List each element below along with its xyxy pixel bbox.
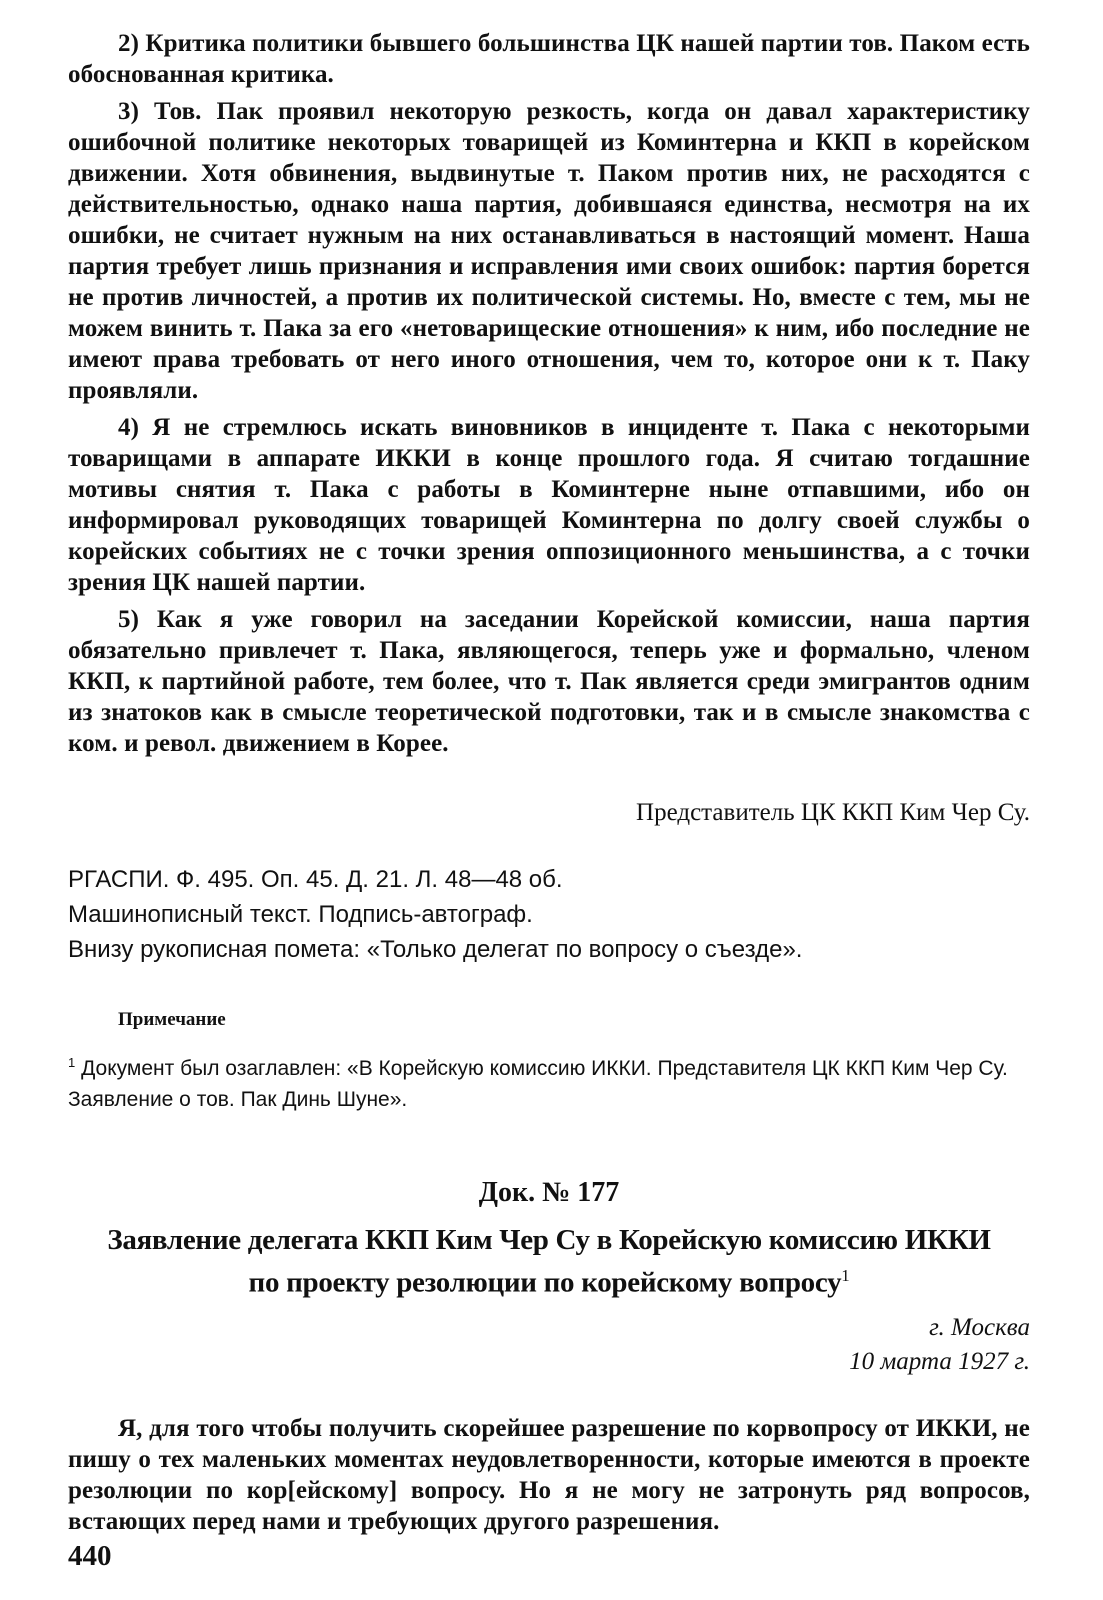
archive-reference	[68, 862, 1030, 967]
signature: Представитель ЦК ККП Ким Чер Су.	[636, 799, 1030, 826]
document-title	[68, 1223, 1030, 1301]
page-number: 440	[68, 1540, 112, 1572]
archive-line-1: РГАСПИ. Ф. 495. Оп. 45. Д. 21. Л. 48—48 об.	[68, 866, 563, 893]
note-heading: Примечание	[118, 1009, 226, 1030]
paragraph-2: 2) Критика политики бывшего большинства ЦК нашей партии тов. Паком есть обоснованная критика.	[68, 30, 1030, 88]
archive-line-2: Машинописный текст. Подпись-автограф.	[68, 901, 533, 928]
note-marker: 1	[68, 1055, 76, 1070]
archive-line-3: Внизу рукописная помета: «Только делегат по вопросу о съезде».	[68, 936, 803, 963]
document-page	[68, 28, 1030, 1543]
document-body: Я, для того чтобы получить скорейшее разрешение по корвопросу от ИККИ, не пишу о тех маленьких моментах неудовлетворенности, которые имеются в проекте резолюции по кор[ейскому] вопросу. Но я не могу не затронуть ряд вопросов, встающих перед нами и требующих другого разрешения.	[68, 1414, 1030, 1535]
document-place: г. Москва	[929, 1313, 1030, 1341]
document-date: 10 марта 1927 г.	[849, 1347, 1030, 1375]
note-text	[68, 1047, 1030, 1115]
document-title-line-1: Заявление делегата ККП Ким Чер Су в Корейскую комиссию ИККИ	[107, 1224, 991, 1256]
paragraph-4: 4) Я не стремлюсь искать виновников в инциденте т. Пака с некоторыми товарищами в аппарате ИККИ в конце прошлого года. Я считаю тогдашние мотивы снятия т. Пака с работы в Коминтерне ныне отпавшими, ибо он информировал руководящих товарищей Коминтерна по долгу своей службы о корейских событиях не с точки зрения оппозиционного меньшинства, а с точки зрения ЦК нашей партии.	[68, 414, 1030, 596]
paragraph-5: 5) Как я уже говорил на заседании Корейской комиссии, наша партия обязательно привлечет т. Пака, являющегося, теперь уже и формально, членом ККП, к партийной работе, тем более, что т. Пак является среди эмигрантов одним из знатоков как в смысле теоретической подготовки, так и в смысле знакомства с ком. и револ. движением в Корее.	[68, 606, 1030, 757]
document-title-line-2-wrap	[68, 1258, 1030, 1301]
note-body: Документ был озаглавлен: «В Корейскую комиссию ИККИ. Представителя ЦК ККП Ким Чер Су. Заявление о тов. Пак Динь Шуне».	[68, 1057, 1008, 1111]
document-number: Док. № 177	[478, 1177, 620, 1208]
place-date	[68, 1311, 1030, 1379]
paragraph-3: 3) Тов. Пак проявил некоторую резкость, когда он давал характеристику ошибочной политике некоторых товарищей из Коминтерна и ККП в корейском движении. Хотя обвинения, выдвинутые т. Паком против них, не расходятся с действительностью, однако наша партия, добившаяся единства, несмотря на их ошибки, не считает нужным на них останавливаться в настоящий момент. Наша партия требует лишь признания и исправления ими своих ошибок: партия борется не против личностей, а против их политической системы. Но, вместе с тем, мы не можем винить т. Пака за его «нетоварищеские отношения» к ним, ибо последние не имеют права требовать от него иного отношения, чем то, которое они к т. Паку проявляли.	[68, 98, 1030, 404]
document-title-line-2: по проекту резолюции по корейскому вопросу	[248, 1266, 842, 1299]
title-footnote-marker: 1	[841, 1266, 850, 1285]
